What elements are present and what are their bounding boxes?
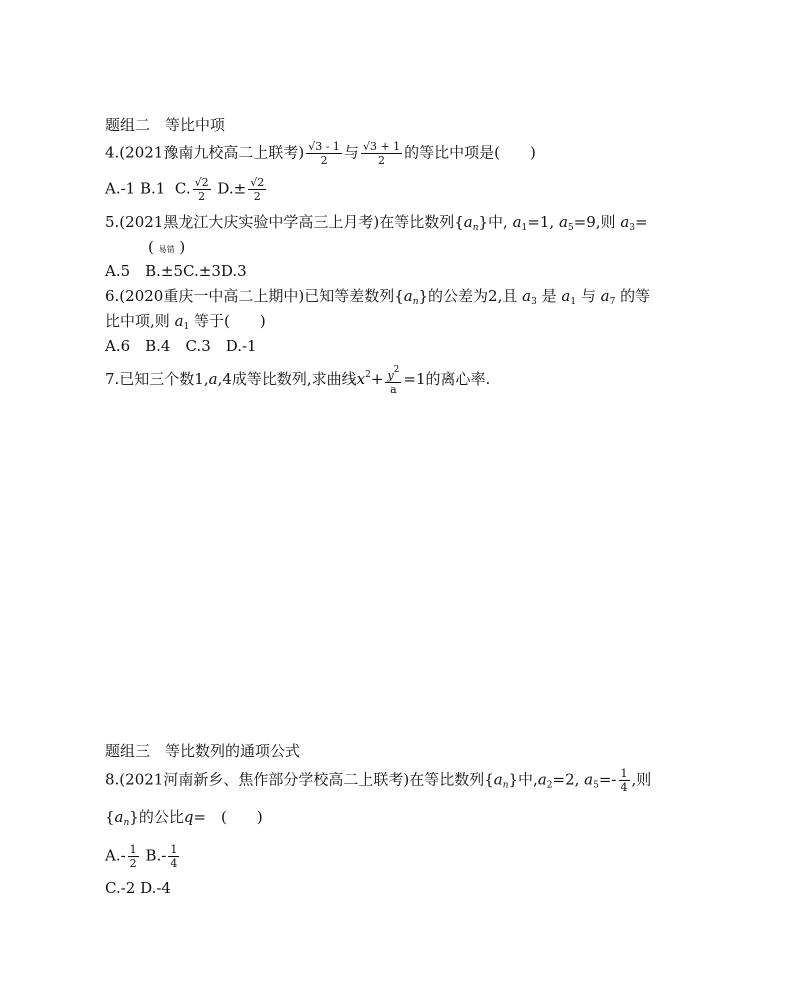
- question-6-options: A.6 B.4 C.3 D.-1: [105, 337, 257, 355]
- error-prone-mark: 易错: [158, 245, 175, 254]
- question-5-paren: ( 易错 ): [148, 238, 186, 256]
- question-8-line2: $\{a_n\}$的公比q= ( ): [105, 808, 263, 828]
- question-5-options: A.5 B.±5C.±3D.3: [105, 262, 247, 280]
- question-8: 8.(2021河南新乡、焦作部分学校高二上联考)在等比数列$\{a_n\}$中$,a_2=2$, $a_5=-$ $\frac{1}{4}$ ,则: [105, 767, 652, 794]
- fraction-2: $\frac{√3 + 1}{2}$: [362, 140, 401, 167]
- y-over-a-fraction: $\frac{y^2}{a}$: [387, 365, 400, 396]
- question-8-options-2: C.-2 D.-4: [105, 879, 171, 897]
- question-5: 5.(2021黑龙江大庆实验中学高三上月考)在等比数列$\{a_n\}$中, $a_1=1$, $a_5=9$,则 $a_3=$: [105, 213, 648, 233]
- question-7: 7.已知三个数1,a,4成等比数列,求曲线$x^2+$ $\frac{y^2}{a}$ =1的离心率.: [105, 365, 491, 396]
- minus-quarter-fraction: $\frac{1}{4}$: [620, 767, 628, 794]
- fraction-1: $\frac{√3 - 1}{2}$: [308, 140, 340, 167]
- question-4-options: A.-1 B.1 C. $\frac{√2}{2}$ D.± $\frac{√2}{2}$: [105, 176, 265, 203]
- question-8-options: A.- $\frac{1}{2}$ B.- $\frac{1}{4}$: [105, 843, 178, 870]
- group3-heading: 题组三 等比数列的通项公式: [105, 742, 301, 760]
- option-d-fraction: $\frac{√2}{2}$: [250, 176, 265, 203]
- group2-heading: 题组二 等比中项: [105, 116, 226, 134]
- question-6-line2: 比中项,则 $a_1$ 等于( ): [105, 312, 266, 332]
- question-4: 4.(2021豫南九校高二上联考) $\frac{√3 - 1}{2}$ 与 $\frac{√3 + 1}{2}$ 的等比中项是( ): [105, 140, 536, 167]
- option-a-fraction: $\frac{1}{2}$: [129, 843, 137, 870]
- question-6: 6.(2020重庆一中高二上期中)已知等差数列$\{a_n\}$的公差为2,且 $a_3$ 是 $a_1$ 与 $a_7$ 的等: [105, 287, 651, 307]
- option-c-fraction: $\frac{√2}{2}$: [194, 176, 209, 203]
- option-b-fraction: $\frac{1}{4}$: [170, 843, 178, 870]
